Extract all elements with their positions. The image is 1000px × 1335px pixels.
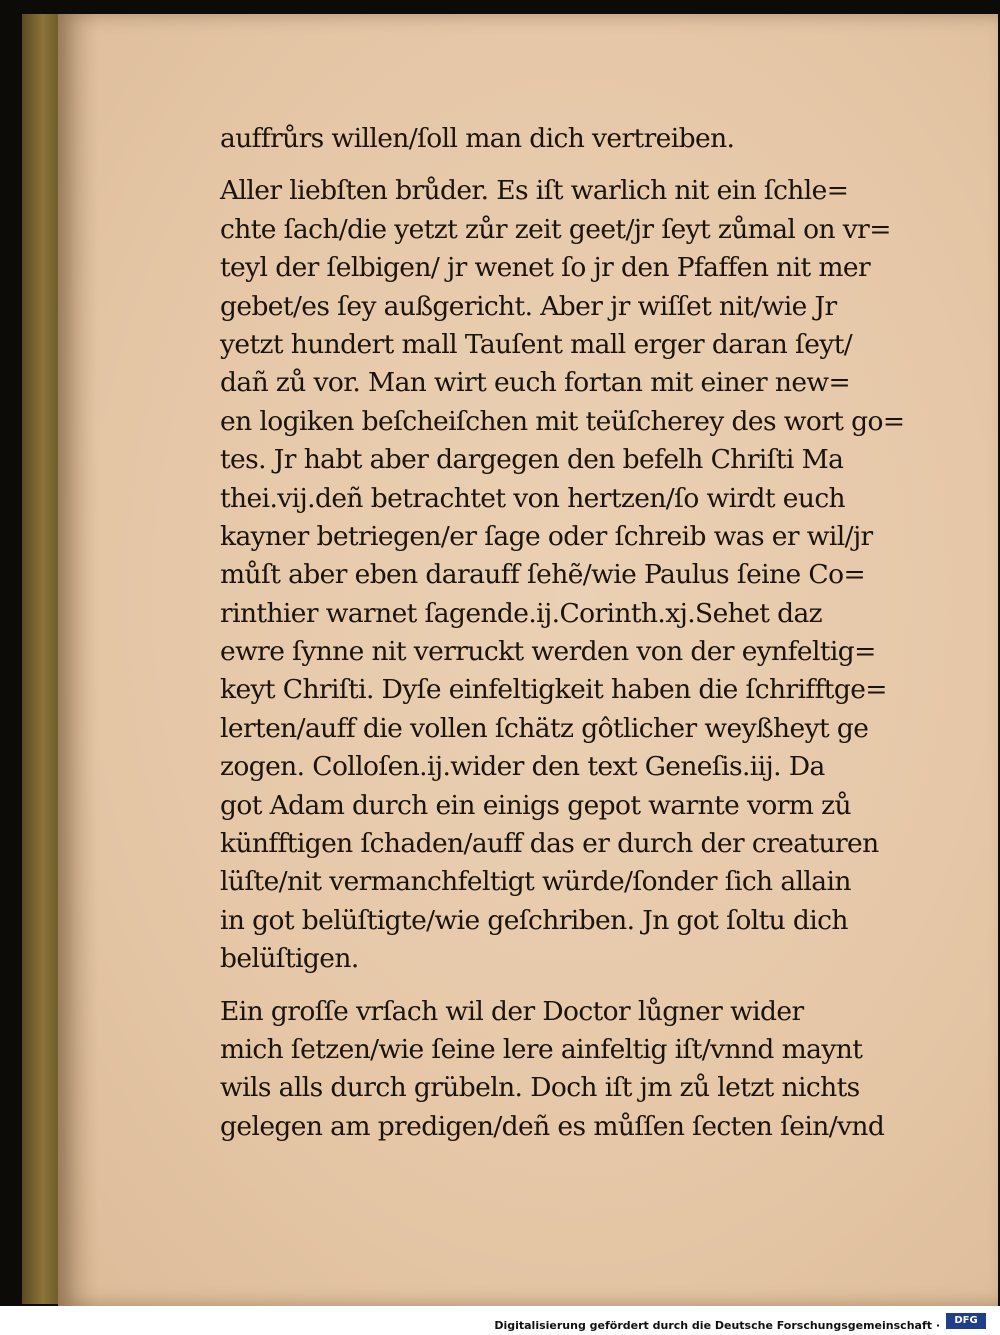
text-line: got Adam durch ein einigs gepot warnte vorm zů [220,789,851,821]
text-line: keyt Chriſti. Dyſe einfeltigkeit haben die ſchrifftge= [220,674,887,706]
paragraph [220,993,910,1147]
text-line: gebet/es ſey außgericht. Aber jr wiſſet nit/wie Jr [220,290,837,322]
text-line: teyl der ſelbigen/ jr wenet ſo jr den Pfaffen nit mer [220,252,871,284]
dfg-logo: DFG [946,1313,986,1329]
text-line: in got belüſtigte/wie geſchriben. Jn got ſoltu dich [220,904,848,936]
text-line: Ein groſſe vrſach wil der Doctor lůgner wider [220,995,804,1027]
text-line: lerten/auff die vollen ſchätz gôtlicher weyßheyt ge [220,712,869,744]
text-line: kayner betriegen/er ſage oder ſchreib was er wil/jr [220,520,873,552]
text-line: zogen. Colloſen.ij.wider den text Geneſis.iij. Da [220,751,825,783]
footer-credit: Digitalisierung gefördert durch die Deutsche Forschungsgemeinschaft · [494,1319,940,1332]
text-line: Aller liebſten brůder. Es iſt warlich nit ein ſchle= [220,175,849,207]
book-cover-edge [22,14,60,1304]
text-line: yetzt hundert mall Tauſent mall erger daran ſeyt/ [220,328,853,360]
paragraph [220,120,910,158]
text-line: chte ſach/die yetzt zůr zeit geet/jr ſeyt zůmal on vr= [220,213,891,245]
text-line: thei.vij.deñ betrachtet von hertzen/ſo wirdt euch [220,482,846,514]
page-text [220,120,910,1160]
text-line: en logiken beſcheiſchen mit teüſcherey des wort go= [220,405,905,437]
gutter-shadow [58,14,98,1306]
text-line: můſt aber eben darauff ſehẽ/wie Paulus ſeine Co= [220,559,866,591]
text-line: dañ zů vor. Man wirt euch fortan mit einer new= [220,367,851,399]
text-line: künfftigen ſchaden/auff das er durch der creaturen [220,828,879,860]
text-line: mich ſetzen/wie ſeine lere ainfeltig iſt/vnnd maynt [220,1033,863,1065]
text-line: belüſtigen. [220,943,359,975]
text-line: wils alls durch grübeln. Doch iſt jm zů letzt nichts [220,1072,860,1104]
text-line: tes. Jr habt aber dargegen den befelh Chriſti Ma [220,444,844,476]
text-line: auffrůrs willen/ſoll man dich vertreiben. [220,123,735,154]
paragraph [220,172,910,978]
text-line: gelegen am predigen/deñ es můſſen ſecten ſein/vnd [220,1110,885,1142]
text-line: ewre ſynne nit verruckt werden von der eynfeltig= [220,636,876,668]
text-line: rinthier warnet ſagende.ij.Corinth.xj.Sehet daz [220,597,823,629]
text-line: lüſte/nit vermanchfeltigt würde/ſonder ſich allain [220,866,851,898]
